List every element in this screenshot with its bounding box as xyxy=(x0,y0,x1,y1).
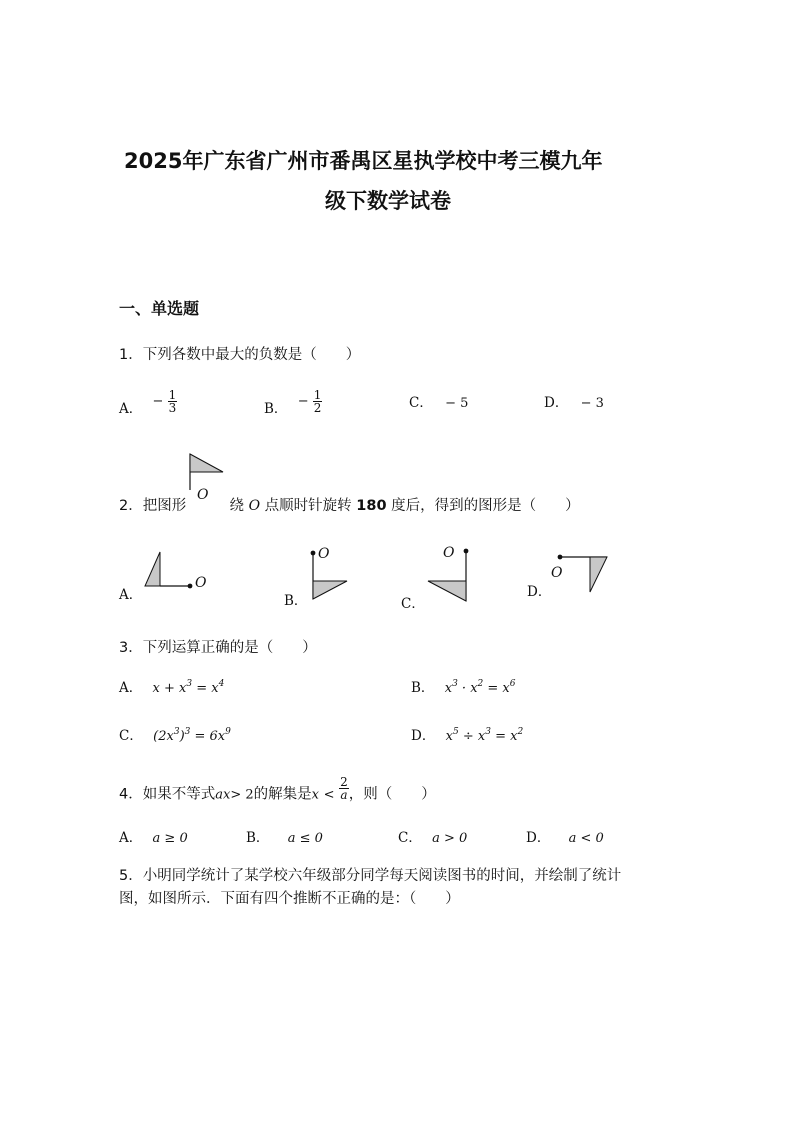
q2-stem-mid2: 点顺时针旋转 xyxy=(264,498,352,514)
q1-option-b-label: B． xyxy=(264,401,288,417)
q4-option-a[interactable] xyxy=(119,826,188,846)
q2-option-b[interactable] xyxy=(284,589,307,609)
q4-option-d[interactable] xyxy=(526,826,604,846)
q2-option-d-figure xyxy=(555,552,615,597)
q3-option-a-expr: $x + x^3 = x^4$ xyxy=(152,679,225,696)
q4-ineq-left: ax xyxy=(215,787,231,803)
q2-stem-point: O xyxy=(248,498,261,514)
q1-option-a[interactable] xyxy=(119,388,177,422)
q2-option-c-point: O xyxy=(443,545,455,561)
q3-option-d-expr: $x^5 \div x^3 = x^2$ xyxy=(445,727,524,744)
q2-stem-mid1: 绕 xyxy=(229,498,244,514)
q4-option-c-expr: a > 0 xyxy=(432,831,468,846)
q3-option-c-label: C． xyxy=(119,728,143,744)
q4-option-c-label: C． xyxy=(398,830,422,846)
q2-option-d-label: D． xyxy=(527,584,552,600)
q4-option-b-label: B． xyxy=(246,830,270,846)
q4-sol-rel: < xyxy=(323,787,335,803)
q4-stem-mid: 的解集是 xyxy=(253,786,312,803)
q4-stem-suffix: ，则（ ） xyxy=(348,786,436,803)
q1-option-a-fraction: $\frac{1}{3}$ xyxy=(168,388,177,415)
q4-option-d-label: D． xyxy=(526,830,551,846)
q1-option-d-value: − 3 xyxy=(580,396,604,411)
q2-stem-suffix: 度后，得到的图形是（ ） xyxy=(391,498,580,514)
q2-option-a-label: A． xyxy=(119,587,143,603)
section-heading: 一、单选题 xyxy=(119,299,200,318)
question-5-line2: 图，如图所示．下面有四个推断不正确的是：（ ） xyxy=(119,891,460,907)
q4-option-b[interactable] xyxy=(246,826,323,846)
question-1-stem: 1．下列各数中最大的负数是（ ） xyxy=(119,347,361,363)
q4-ineq-right: > 2 xyxy=(230,787,254,803)
q2-option-a-figure xyxy=(140,548,200,593)
q2-option-c[interactable] xyxy=(401,592,425,612)
q2-option-a[interactable] xyxy=(119,583,142,603)
page-title-line1: 2025年广东省广州市番禺区星执学校中考三模九年 xyxy=(124,149,603,173)
q3-option-b[interactable] xyxy=(411,676,516,696)
q4-stem-prefix: 4．如果不等式 xyxy=(119,786,216,803)
q2-option-a-point: O xyxy=(195,575,207,591)
q2-option-d[interactable] xyxy=(527,580,551,600)
q2-option-d-point: O xyxy=(551,565,563,581)
q1-option-b-sign: − xyxy=(297,394,309,409)
q2-option-b-label: B． xyxy=(284,593,308,609)
q1-option-c-value: − 5 xyxy=(445,396,469,411)
question-3-stem: 3．下列运算正确的是（ ） xyxy=(119,640,317,656)
q2-stem-prefix: 2．把图形 xyxy=(119,498,187,514)
q1-option-b[interactable] xyxy=(264,388,322,422)
q4-option-b-expr: a ≤ 0 xyxy=(287,831,323,846)
q3-option-c[interactable] xyxy=(119,724,231,744)
q4-option-a-label: A． xyxy=(119,830,143,846)
q2-option-c-label: C． xyxy=(401,596,425,612)
q4-option-c[interactable] xyxy=(398,826,467,846)
question-5-line1: 5．小明同学统计了某学校六年级部分同学每天阅读图书的时间，并绘制了统计 xyxy=(119,868,622,884)
q3-option-a[interactable] xyxy=(119,676,224,696)
q3-option-b-label: B． xyxy=(411,680,435,696)
q2-option-b-point: O xyxy=(318,546,330,562)
q1-option-a-sign: − xyxy=(152,394,164,409)
q2-option-b-figure xyxy=(308,548,358,603)
q1-option-c-label: C． xyxy=(409,395,433,411)
q4-option-a-expr: a ≥ 0 xyxy=(152,831,188,846)
q1-option-a-label: A． xyxy=(119,401,143,417)
q4-sol-fraction: $\frac{2}{a}$ xyxy=(340,775,348,802)
q1-option-b-fraction: $\frac{1}{2}$ xyxy=(313,388,322,415)
q3-option-b-expr: $x^3 \cdot x^2 = x^6$ xyxy=(444,679,516,696)
q2-stem-figure-point: O xyxy=(197,487,209,503)
q2-stem-angle: 180 xyxy=(356,498,387,514)
q3-option-d-label: D． xyxy=(411,728,436,744)
question-4-stem xyxy=(119,775,436,807)
q1-option-d[interactable] xyxy=(544,391,604,411)
q4-sol-var: x xyxy=(311,787,319,803)
q3-option-d[interactable] xyxy=(411,724,523,744)
q4-option-d-expr: a < 0 xyxy=(568,831,604,846)
q1-option-c[interactable] xyxy=(409,391,468,411)
page-title-line2: 级下数学试卷 xyxy=(325,189,451,213)
q3-option-c-expr: $(2x^3)^3 = 6x^9$ xyxy=(153,727,231,744)
q1-option-d-label: D． xyxy=(544,395,569,411)
q3-option-a-label: A． xyxy=(119,680,143,696)
